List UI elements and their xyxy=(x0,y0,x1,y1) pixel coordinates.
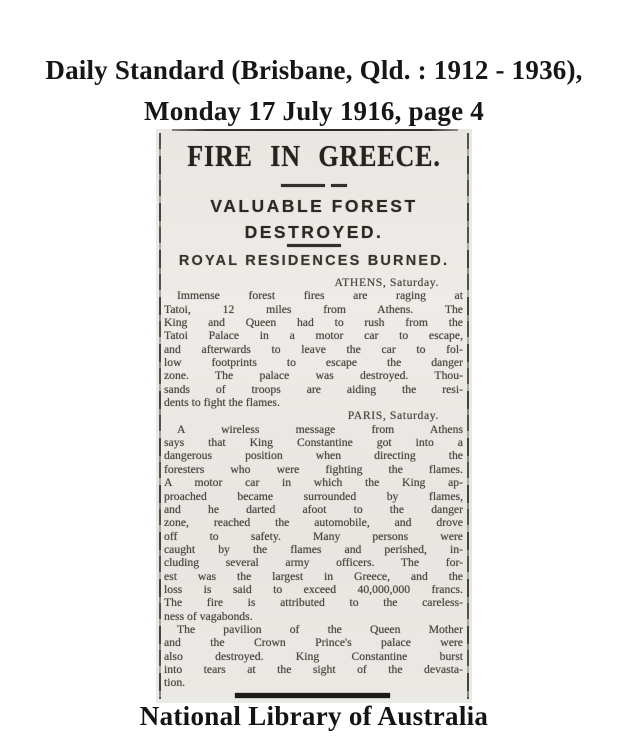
article-line: A wireless message from Athens xyxy=(177,422,463,436)
article-line: proached became surrounded by flames, xyxy=(164,489,463,503)
article-line: King and Queen had to rush from the xyxy=(164,316,463,330)
article-line: and the Crown Prince's palace were xyxy=(164,636,463,650)
article-end-rule xyxy=(235,693,390,698)
subheadline-line1: VALUABLE FOREST xyxy=(210,196,418,216)
article-line: loss is said to exceed 40,000,000 francs. xyxy=(164,582,463,596)
article-line: dents to fight the flames. xyxy=(164,396,280,410)
article-line: Tatoi Palace in a motor car to escape, xyxy=(164,329,463,343)
article-body xyxy=(164,276,463,690)
article-line: says that King Constantine got into a xyxy=(164,436,463,450)
citation-title-line2: Monday 17 July 1916, page 4 xyxy=(144,96,484,126)
article-line: also destroyed. King Constantine burst xyxy=(164,649,463,663)
article-line: Tatoi, 12 miles from Athens. The xyxy=(164,302,463,316)
newspaper-clipping xyxy=(156,129,472,703)
article-dateline: ATHENS, Saturday. xyxy=(334,276,439,289)
article-line: zone. The palace was destroyed. Thou- xyxy=(164,369,463,383)
article-subheadline xyxy=(156,193,472,245)
article-line: off to safety. Many persons were xyxy=(164,529,463,543)
article-line: ness of vagabonds. xyxy=(164,609,253,623)
article-line: cluding several army officers. The for- xyxy=(164,556,463,570)
article-line: sands of troops are aiding the resi- xyxy=(164,382,463,396)
article-line: caught by the flames and perished, in- xyxy=(164,542,463,556)
article-line: foresters who were fighting the flames. xyxy=(164,462,463,476)
article-line: and afterwards to leave the car to fol- xyxy=(164,342,463,356)
subheadline-line2: DESTROYED. xyxy=(244,222,384,242)
citation-title-line1: Daily Standard (Brisbane, Qld. : 1912 - 1936), xyxy=(45,55,583,85)
article-line: A motor car in which the King ap- xyxy=(164,476,463,490)
article-line: est was the largest in Greece, and the xyxy=(164,569,463,583)
article-headline: FIRE IN GREECE. xyxy=(187,138,441,173)
article-crosshead: ROYAL RESIDENCES BURNED. xyxy=(178,253,450,269)
article-line: The fire is attributed to the careless- xyxy=(164,596,463,610)
divider-segment xyxy=(331,184,347,187)
article-line: into tears at the sight of the devasta- xyxy=(164,662,463,676)
article-line: zone, reached the automobile, and drove xyxy=(164,516,463,530)
divider-segment xyxy=(281,184,325,187)
article-line: and he darted afoot to the danger xyxy=(164,502,463,516)
article-line: low footprints to escape the danger xyxy=(164,356,463,370)
article-line: Immense forest fires are raging at xyxy=(177,289,463,303)
clipping-top-rule xyxy=(172,129,458,131)
attribution-footer: National Library of Australia xyxy=(139,701,489,731)
divider-segment xyxy=(287,244,341,247)
article-line: dangerous position when directing the xyxy=(164,449,463,463)
subheadline-divider xyxy=(156,244,472,247)
article-dateline: PARIS, Saturday. xyxy=(347,409,439,423)
headline-divider xyxy=(156,184,472,187)
article-line: The pavilion of the Queen Mother xyxy=(177,622,463,636)
citation-header xyxy=(0,50,628,132)
article-line: tion. xyxy=(164,676,186,690)
